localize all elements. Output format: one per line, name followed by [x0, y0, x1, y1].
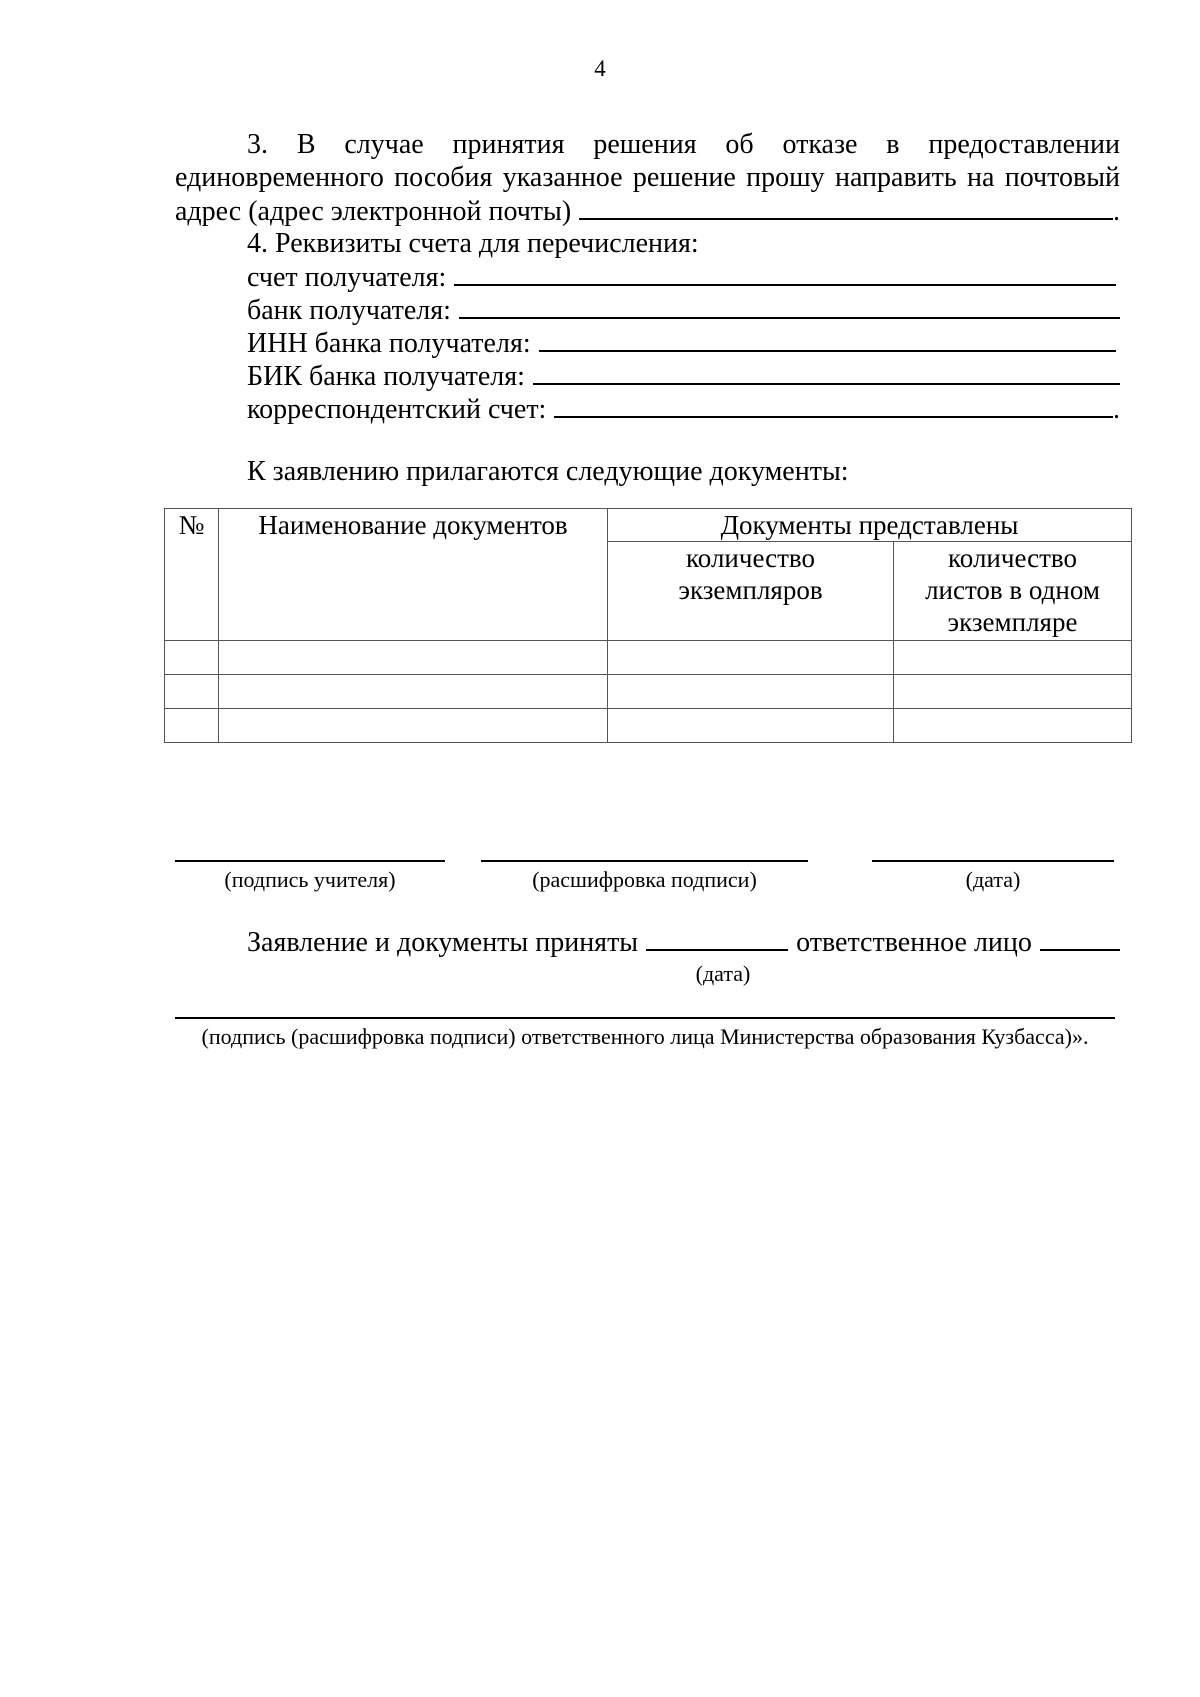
field-corr-account-blank[interactable]: [554, 392, 1113, 418]
documents-table: [164, 508, 1132, 743]
field-bik-blank[interactable]: [533, 359, 1120, 385]
table-header-sheets: [894, 542, 1132, 641]
field-inn: [247, 326, 1120, 359]
accepted-date-caption: (дата): [695, 961, 751, 986]
field-corr-account-end: .: [1113, 394, 1120, 425]
table-cell[interactable]: [165, 641, 219, 675]
date-caption: (дата): [965, 867, 1021, 892]
table-cell[interactable]: [894, 675, 1132, 709]
field-corr-account-label: корреспондентский счет:: [247, 394, 547, 425]
field-bank: [247, 293, 1120, 326]
accepted-row: [175, 925, 1120, 958]
table-cell[interactable]: [608, 675, 894, 709]
section4-title: 4. Реквизиты счета для перечисления:: [247, 228, 699, 259]
attachments-intro: К заявлению прилагаются следующие документы:: [247, 456, 849, 487]
requisites-fields: [175, 260, 1120, 425]
field-account-blank[interactable]: [454, 260, 1116, 286]
field-inn-blank[interactable]: [539, 326, 1116, 352]
field-corr-account: [247, 392, 1120, 425]
teacher-signature-line[interactable]: [175, 860, 445, 862]
field-bank-label: банк получателя:: [247, 295, 451, 326]
field-account: [247, 260, 1120, 293]
table-row: [165, 675, 1132, 709]
table-cell[interactable]: [894, 709, 1132, 743]
table-cell[interactable]: [894, 641, 1132, 675]
email-address-blank[interactable]: [579, 194, 1113, 220]
table-header-copies-text: количество экземпляров: [678, 543, 823, 605]
table-header-number: №: [165, 509, 219, 641]
field-account-label: счет получателя:: [247, 262, 447, 293]
table-cell[interactable]: [608, 709, 894, 743]
page-number: 4: [594, 56, 606, 81]
section3-email-row: [175, 194, 1120, 227]
accepted-date-blank[interactable]: [646, 925, 788, 951]
field-bik-label: БИК банка получателя:: [247, 361, 525, 392]
accepted-block: [175, 925, 1120, 958]
table-cell[interactable]: [219, 675, 608, 709]
table-header-sheets-text: количество листов в одном экземпляре: [925, 543, 1100, 637]
table-cell[interactable]: [219, 709, 608, 743]
requisites-block: [175, 128, 1120, 425]
field-bik: [247, 359, 1120, 392]
table-header-copies: [608, 542, 894, 641]
field-inn-label: ИНН банка получателя:: [247, 328, 531, 359]
table-cell[interactable]: [219, 641, 608, 675]
section3-email-end: .: [1113, 196, 1120, 227]
accepted-text-middle: ответственное лицо: [796, 927, 1032, 958]
responsible-person-blank[interactable]: [1040, 925, 1120, 951]
accepted-text-start: Заявление и документы приняты: [247, 927, 639, 958]
table-header-group: Документы представлены: [608, 509, 1132, 542]
table-header-row: [165, 509, 1132, 542]
official-signature-caption: (подпись (расшифровка подписи) ответственного лица Министерства образования Кузбасса)».: [201, 1024, 1089, 1049]
section3-line1: 3. В случае принятия решения об отказе в предоставлении: [247, 129, 1120, 160]
table-cell[interactable]: [165, 709, 219, 743]
signature-decoding-line[interactable]: [481, 860, 808, 862]
teacher-signature-caption: (подпись учителя): [224, 867, 396, 892]
section3-line2: единовременного пособия указанное решение прошу направить на почтовый: [175, 162, 1120, 193]
official-signature-line[interactable]: [175, 1017, 1115, 1019]
table-cell[interactable]: [165, 675, 219, 709]
table-row: [165, 641, 1132, 675]
signature-decoding-caption: (расшифровка подписи): [532, 867, 757, 892]
table-cell[interactable]: [608, 641, 894, 675]
field-bank-blank[interactable]: [459, 293, 1120, 319]
table-header-name: Наименование документов: [219, 509, 608, 641]
date-line[interactable]: [872, 860, 1114, 862]
table-row: [165, 709, 1132, 743]
section3-email-label: адрес (адрес электронной почты): [175, 196, 572, 227]
